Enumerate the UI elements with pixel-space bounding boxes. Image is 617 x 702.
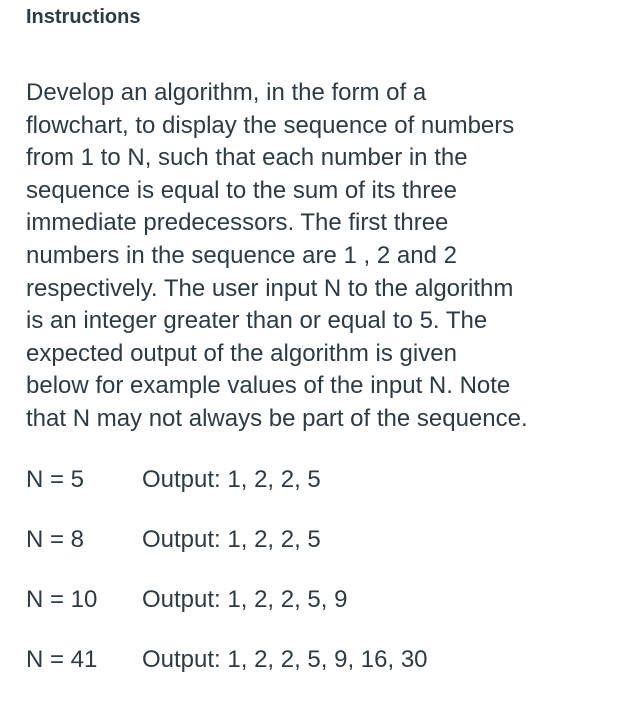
example-input: N = 41 [26,646,98,673]
instructions-paragraph [26,77,596,436]
paragraph-line: below for example values of the input N. Note [26,372,511,400]
example-row [26,642,596,702]
example-output: Output: 1, 2, 2, 5, 9, 16, 30 [142,646,428,673]
paragraph-line: immediate predecessors. The first three [26,209,449,237]
paragraph-line: numbers in the sequence are 1 , 2 and 2 [26,241,457,269]
example-input: N = 8 [26,526,85,553]
example-output: Output: 1, 2, 2, 5, 9 [142,586,348,613]
example-input: N = 5 [26,466,85,493]
paragraph-line: is an integer greater than or equal to 5. The [26,307,488,335]
example-input: N = 10 [26,586,98,613]
paragraph-line: sequence is equal to the sum of its three [26,176,457,204]
paragraph-line: Develop an algorithm, in the form of a [26,79,427,106]
example-row [26,522,596,582]
paragraph-line: expected output of the algorithm is given [26,339,457,367]
paragraph-line: flowchart, to display the sequence of numbers [26,111,515,139]
example-output: Output: 1, 2, 2, 5 [142,526,321,553]
example-list [26,462,596,702]
example-output: Output: 1, 2, 2, 5 [142,466,321,493]
example-row [26,462,596,522]
instructions-heading: Instructions [26,6,141,28]
paragraph-line: that N may not always be part of the sequence. [26,404,528,432]
paragraph-line: respectively. The user input N to the algorithm [26,274,514,302]
example-row [26,582,596,642]
paragraph-line: from 1 to N, such that each number in the [26,144,468,172]
